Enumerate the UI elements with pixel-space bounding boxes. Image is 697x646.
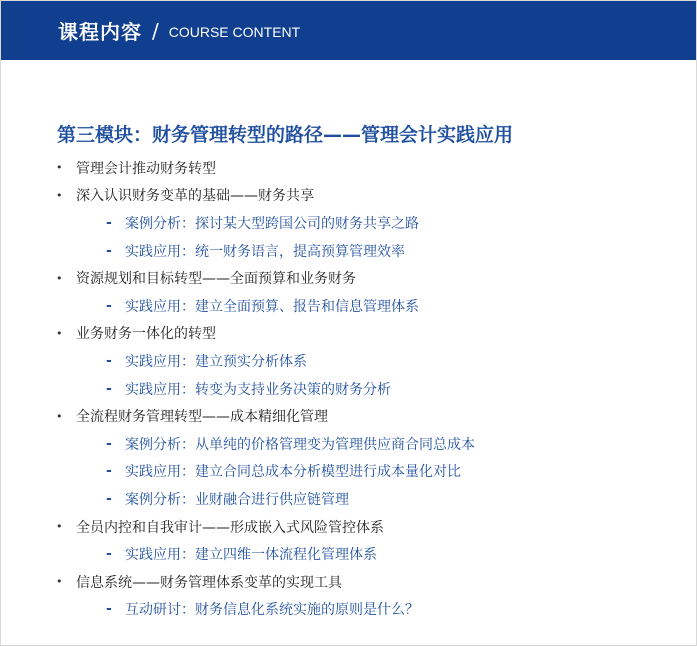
list-item-text: 实践应用：建立四维一体流程化管理体系 <box>125 547 377 564</box>
list-item <box>0 513 697 541</box>
title-separator: / <box>152 18 159 43</box>
list-item <box>0 154 697 182</box>
list-item-text: 实践应用：建立预实分析体系 <box>125 353 307 370</box>
bullet-dash: - <box>106 380 112 397</box>
sub-list-item <box>0 292 697 320</box>
list-item-text: 管理会计推动财务转型 <box>76 160 216 177</box>
bullet-dash: - <box>106 490 112 507</box>
bullet-dash: - <box>106 601 112 618</box>
sub-list-item <box>0 347 697 375</box>
header-bar <box>1 1 696 60</box>
list-item-text: 业务财务一体化的转型 <box>76 326 216 343</box>
list-item-text: 全流程财务管理转型——成本精细化管理 <box>76 409 328 426</box>
list-item-text: 案例分析：业财融合进行供应链管理 <box>125 491 349 508</box>
list-item <box>0 182 697 210</box>
list-item-text: 实践应用：统一财务语言，提高预算管理效率 <box>125 243 405 260</box>
sub-list-item <box>0 540 697 568</box>
sub-list-item <box>0 209 697 237</box>
bullet-dot: • <box>56 188 63 202</box>
bullet-dash: - <box>106 546 112 563</box>
list-item-text: 互动研讨：财务信息化系统实施的原则是什么？ <box>125 602 419 619</box>
module-title: 第三模块：财务管理转型的路径——管理会计实践应用 <box>57 124 514 146</box>
bullet-dash: - <box>106 352 112 369</box>
bullet-dot: • <box>56 326 63 340</box>
list-item-text: 深入认识财务变革的基础——财务共享 <box>76 188 314 205</box>
list-item <box>0 402 697 430</box>
list-item-text: 案例分析：从单纯的价格管理变为管理供应商合同总成本 <box>125 436 475 453</box>
sub-list-item <box>0 237 697 265</box>
list-item-text: 实践应用：转变为支持业务决策的财务分析 <box>125 381 391 398</box>
list-item <box>0 264 697 292</box>
list-item <box>0 568 697 596</box>
bullet-dash: - <box>106 242 112 259</box>
page-title: 课程内容 <box>58 20 142 44</box>
bullet-dash: - <box>106 297 112 314</box>
sub-list-item <box>0 375 697 403</box>
list-item-text: 全员内控和自我审计——形成嵌入式风险管控体系 <box>76 519 384 536</box>
bullet-dash: - <box>106 435 112 452</box>
bullet-dot: • <box>56 575 63 589</box>
sub-list-item <box>0 430 697 458</box>
sub-list-item <box>0 458 697 486</box>
list-item <box>0 320 697 348</box>
bullet-dot: • <box>56 520 63 534</box>
list-item-text: 实践应用：建立全面预算、报告和信息管理体系 <box>125 298 419 315</box>
bullet-dot: • <box>56 271 63 285</box>
bullet-dot: • <box>56 161 63 175</box>
bullet-dash: - <box>106 214 112 231</box>
bullet-dot: • <box>56 409 63 423</box>
list-item-text: 实践应用：建立合同总成本分析模型进行成本量化对比 <box>125 464 461 481</box>
bullet-dash: - <box>106 463 112 480</box>
list-item-text: 信息系统——财务管理体系变革的实现工具 <box>76 574 342 591</box>
content-list <box>0 154 697 623</box>
list-item-text: 案例分析：探讨某大型跨国公司的财务共享之路 <box>125 215 419 232</box>
list-item-text: 资源规划和目标转型——全面预算和业务财务 <box>76 271 356 288</box>
sub-list-item <box>0 485 697 513</box>
page-subtitle: COURSE CONTENT <box>168 23 301 40</box>
sub-list-item <box>0 596 697 624</box>
